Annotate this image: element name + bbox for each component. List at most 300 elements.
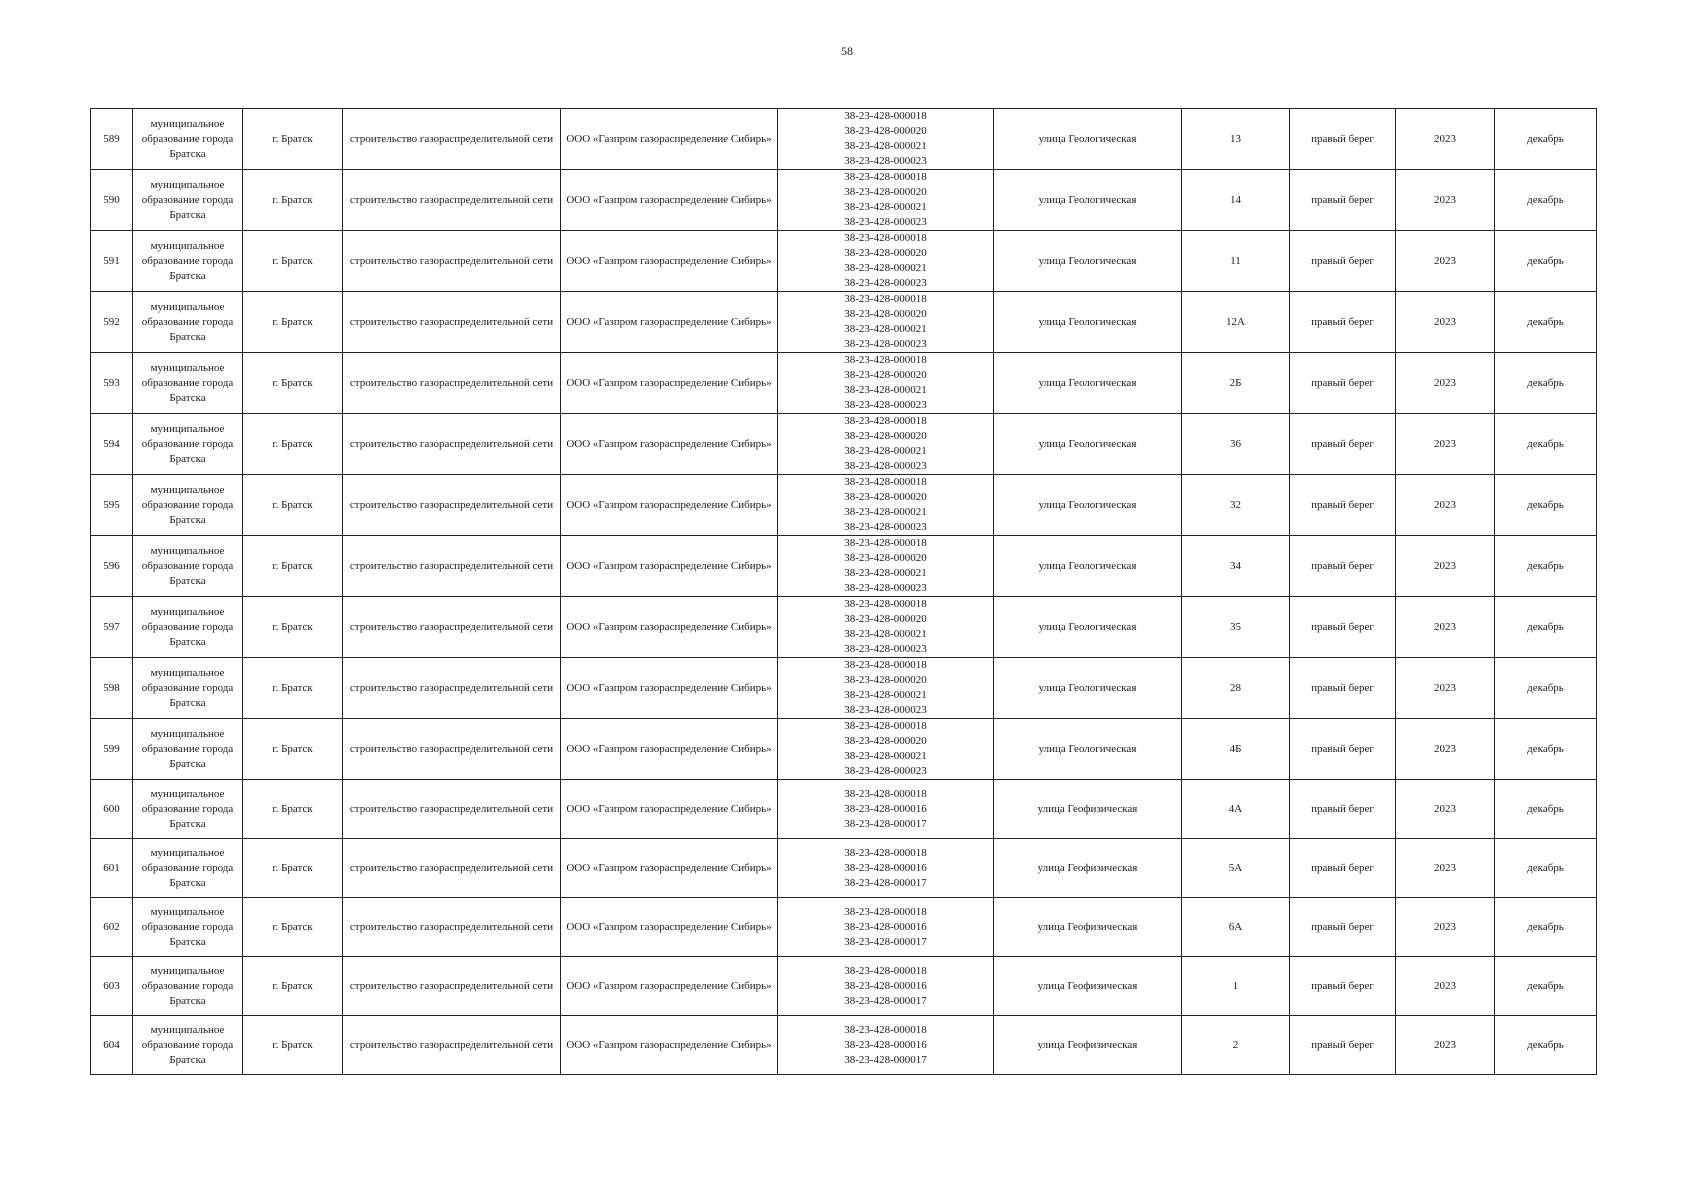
city-cell: г. Братск [243, 536, 343, 597]
cadastral-code: 38-23-428-000018 [844, 659, 927, 671]
city-cell: г. Братск [243, 475, 343, 536]
organization-cell: ООО «Газпром газораспределение Сибирь» [561, 536, 778, 597]
street-cell: улица Геологическая [994, 353, 1182, 414]
street-cell: улица Геологическая [994, 536, 1182, 597]
cadastral-codes-cell [778, 292, 994, 353]
street-cell: улица Геофизическая [994, 839, 1182, 898]
table-row [91, 414, 1597, 475]
municipality-line: муниципальное [150, 666, 225, 679]
house-number-cell: 35 [1182, 597, 1290, 658]
month-cell: декабрь [1495, 475, 1597, 536]
cadastral-code: 38-23-428-000021 [844, 506, 927, 518]
cadastral-code: 38-23-428-000023 [844, 277, 927, 289]
municipality-line: Братска [169, 330, 206, 343]
work-type-cell: строительство газораспределительной сети [343, 475, 561, 536]
organization-cell: ООО «Газпром газораспределение Сибирь» [561, 719, 778, 780]
cadastral-code: 38-23-428-000018 [844, 415, 927, 427]
row-number-cell: 598 [91, 658, 133, 719]
city-cell: г. Братск [243, 658, 343, 719]
cadastral-code: 38-23-428-000021 [844, 140, 927, 152]
table-row [91, 475, 1597, 536]
year-cell: 2023 [1396, 719, 1495, 780]
street-cell: улица Геологическая [994, 414, 1182, 475]
cadastral-code: 38-23-428-000016 [844, 920, 927, 933]
river-bank-cell: правый берег [1290, 292, 1396, 353]
municipality-cell [133, 780, 243, 839]
row-number-cell: 601 [91, 839, 133, 898]
city-cell: г. Братск [243, 597, 343, 658]
municipality-line: образование города [141, 1038, 234, 1051]
street-cell: улица Геологическая [994, 597, 1182, 658]
cadastral-code: 38-23-428-000017 [844, 994, 927, 1007]
house-number-cell: 11 [1182, 231, 1290, 292]
city-cell: г. Братск [243, 1016, 343, 1075]
municipality-line: Братска [169, 876, 206, 889]
cadastral-codes-cell [778, 839, 994, 898]
organization-cell: ООО «Газпром газораспределение Сибирь» [561, 898, 778, 957]
cadastral-code: 38-23-428-000023 [844, 155, 927, 167]
municipality-line: образование города [141, 376, 234, 389]
row-number-cell: 591 [91, 231, 133, 292]
street-cell: улица Геологическая [994, 109, 1182, 170]
cadastral-code: 38-23-428-000023 [844, 216, 927, 228]
row-number-cell: 597 [91, 597, 133, 658]
month-cell: декабрь [1495, 597, 1597, 658]
year-cell: 2023 [1396, 839, 1495, 898]
house-number-cell: 5А [1182, 839, 1290, 898]
city-cell: г. Братск [243, 898, 343, 957]
row-number-cell: 595 [91, 475, 133, 536]
cadastral-codes-cell [778, 719, 994, 780]
municipality-line: образование города [141, 802, 234, 815]
cadastral-code: 38-23-428-000021 [844, 689, 927, 701]
cadastral-code: 38-23-428-000021 [844, 323, 927, 335]
row-number-cell: 604 [91, 1016, 133, 1075]
municipality-cell [133, 898, 243, 957]
river-bank-cell: правый берег [1290, 475, 1396, 536]
work-type-cell: строительство газораспределительной сети [343, 109, 561, 170]
cadastral-code: 38-23-428-000021 [844, 201, 927, 213]
cadastral-code: 38-23-428-000023 [844, 521, 927, 533]
organization-cell: ООО «Газпром газораспределение Сибирь» [561, 780, 778, 839]
year-cell: 2023 [1396, 597, 1495, 658]
organization-cell: ООО «Газпром газораспределение Сибирь» [561, 353, 778, 414]
cadastral-codes-cell [778, 414, 994, 475]
river-bank-cell: правый берег [1290, 170, 1396, 231]
year-cell: 2023 [1396, 231, 1495, 292]
street-cell: улица Геологическая [994, 170, 1182, 231]
cadastral-code: 38-23-428-000021 [844, 445, 927, 457]
cadastral-codes-cell [778, 957, 994, 1016]
organization-cell: ООО «Газпром газораспределение Сибирь» [561, 414, 778, 475]
organization-cell: ООО «Газпром газораспределение Сибирь» [561, 597, 778, 658]
cadastral-code: 38-23-428-000017 [844, 876, 927, 889]
river-bank-cell: правый берег [1290, 719, 1396, 780]
work-type-cell: строительство газораспределительной сети [343, 353, 561, 414]
river-bank-cell: правый берег [1290, 957, 1396, 1016]
table-row [91, 719, 1597, 780]
cadastral-code: 38-23-428-000021 [844, 567, 927, 579]
cadastral-code: 38-23-428-000023 [844, 582, 927, 594]
month-cell: декабрь [1495, 957, 1597, 1016]
cadastral-code: 38-23-428-000016 [844, 802, 927, 815]
row-number-cell: 600 [91, 780, 133, 839]
cadastral-codes-cell [778, 109, 994, 170]
street-cell: улица Геофизическая [994, 780, 1182, 839]
cadastral-codes-cell [778, 231, 994, 292]
municipality-line: Братска [169, 147, 206, 160]
cadastral-code: 38-23-428-000016 [844, 979, 927, 992]
cadastral-code: 38-23-428-000018 [844, 846, 927, 859]
municipality-line: муниципальное [150, 905, 225, 918]
work-type-cell: строительство газораспределительной сети [343, 536, 561, 597]
municipality-line: образование города [141, 861, 234, 874]
river-bank-cell: правый берег [1290, 898, 1396, 957]
municipality-line: образование города [141, 559, 234, 572]
river-bank-cell: правый берег [1290, 536, 1396, 597]
river-bank-cell: правый берег [1290, 353, 1396, 414]
house-number-cell: 13 [1182, 109, 1290, 170]
river-bank-cell: правый берег [1290, 658, 1396, 719]
municipality-line: Братска [169, 513, 206, 526]
work-type-cell: строительство газораспределительной сети [343, 292, 561, 353]
cadastral-code: 38-23-428-000023 [844, 765, 927, 777]
municipality-line: образование города [141, 681, 234, 694]
cadastral-code: 38-23-428-000018 [844, 905, 927, 918]
municipality-cell [133, 292, 243, 353]
municipality-line: Братска [169, 994, 206, 1007]
municipality-line: Братска [169, 574, 206, 587]
house-number-cell: 2 [1182, 1016, 1290, 1075]
month-cell: декабрь [1495, 719, 1597, 780]
municipality-line: образование города [141, 620, 234, 633]
municipality-cell [133, 475, 243, 536]
municipality-cell [133, 353, 243, 414]
cadastral-code: 38-23-428-000016 [844, 861, 927, 874]
municipality-line: муниципальное [150, 727, 225, 740]
table-row [91, 1016, 1597, 1075]
municipality-cell [133, 170, 243, 231]
cadastral-code: 38-23-428-000023 [844, 338, 927, 350]
cadastral-code: 38-23-428-000018 [844, 964, 927, 977]
year-cell: 2023 [1396, 475, 1495, 536]
municipality-line: муниципальное [150, 239, 225, 252]
cadastral-codes-cell [778, 536, 994, 597]
municipality-cell [133, 109, 243, 170]
municipality-line: Братска [169, 269, 206, 282]
registry-body [91, 109, 1597, 1075]
organization-cell: ООО «Газпром газораспределение Сибирь» [561, 109, 778, 170]
year-cell: 2023 [1396, 536, 1495, 597]
municipality-cell [133, 719, 243, 780]
municipality-cell [133, 1016, 243, 1075]
cadastral-code: 38-23-428-000020 [844, 247, 927, 259]
city-cell: г. Братск [243, 170, 343, 231]
municipality-cell [133, 658, 243, 719]
municipality-line: муниципальное [150, 300, 225, 313]
work-type-cell: строительство газораспределительной сети [343, 231, 561, 292]
organization-cell: ООО «Газпром газораспределение Сибирь» [561, 957, 778, 1016]
cadastral-code: 38-23-428-000017 [844, 935, 927, 948]
organization-cell: ООО «Газпром газораспределение Сибирь» [561, 839, 778, 898]
year-cell: 2023 [1396, 957, 1495, 1016]
work-type-cell: строительство газораспределительной сети [343, 414, 561, 475]
street-cell: улица Геофизическая [994, 898, 1182, 957]
cadastral-code: 38-23-428-000020 [844, 369, 927, 381]
house-number-cell: 4А [1182, 780, 1290, 839]
cadastral-codes-cell [778, 475, 994, 536]
table-row [91, 839, 1597, 898]
cadastral-code: 38-23-428-000020 [844, 308, 927, 320]
registry-table [90, 108, 1597, 1075]
house-number-cell: 14 [1182, 170, 1290, 231]
work-type-cell: строительство газораспределительной сети [343, 658, 561, 719]
cadastral-codes-cell [778, 898, 994, 957]
row-number-cell: 594 [91, 414, 133, 475]
municipality-cell [133, 839, 243, 898]
cadastral-code: 38-23-428-000020 [844, 552, 927, 564]
cadastral-code: 38-23-428-000021 [844, 750, 927, 762]
organization-cell: ООО «Газпром газораспределение Сибирь» [561, 170, 778, 231]
house-number-cell: 6А [1182, 898, 1290, 957]
work-type-cell: строительство газораспределительной сети [343, 597, 561, 658]
municipality-line: муниципальное [150, 544, 225, 557]
city-cell: г. Братск [243, 353, 343, 414]
municipality-line: Братска [169, 391, 206, 404]
page-number: 58 [841, 44, 853, 58]
cadastral-codes-cell [778, 658, 994, 719]
year-cell: 2023 [1396, 109, 1495, 170]
work-type-cell: строительство газораспределительной сети [343, 780, 561, 839]
cadastral-codes-cell [778, 170, 994, 231]
city-cell: г. Братск [243, 231, 343, 292]
row-number-cell: 603 [91, 957, 133, 1016]
cadastral-code: 38-23-428-000018 [844, 598, 927, 610]
cadastral-code: 38-23-428-000017 [844, 1053, 927, 1066]
table-row [91, 109, 1597, 170]
municipality-line: образование города [141, 437, 234, 450]
month-cell: декабрь [1495, 898, 1597, 957]
work-type-cell: строительство газораспределительной сети [343, 170, 561, 231]
municipality-cell [133, 414, 243, 475]
city-cell: г. Братск [243, 292, 343, 353]
river-bank-cell: правый берег [1290, 597, 1396, 658]
city-cell: г. Братск [243, 839, 343, 898]
street-cell: улица Геологическая [994, 292, 1182, 353]
river-bank-cell: правый берег [1290, 109, 1396, 170]
table-row [91, 231, 1597, 292]
cadastral-code: 38-23-428-000017 [844, 817, 927, 830]
cadastral-code: 38-23-428-000020 [844, 186, 927, 198]
municipality-line: образование города [141, 132, 234, 145]
organization-cell: ООО «Газпром газораспределение Сибирь» [561, 475, 778, 536]
street-cell: улица Геофизическая [994, 1016, 1182, 1075]
municipality-line: муниципальное [150, 422, 225, 435]
cadastral-code: 38-23-428-000021 [844, 384, 927, 396]
cadastral-code: 38-23-428-000021 [844, 628, 927, 640]
municipality-line: муниципальное [150, 846, 225, 859]
house-number-cell: 34 [1182, 536, 1290, 597]
work-type-cell: строительство газораспределительной сети [343, 719, 561, 780]
table-row [91, 597, 1597, 658]
cadastral-code: 38-23-428-000020 [844, 491, 927, 503]
row-number-cell: 599 [91, 719, 133, 780]
street-cell: улица Геологическая [994, 719, 1182, 780]
house-number-cell: 2Б [1182, 353, 1290, 414]
municipality-line: муниципальное [150, 605, 225, 618]
organization-cell: ООО «Газпром газораспределение Сибирь» [561, 292, 778, 353]
cadastral-code: 38-23-428-000018 [844, 354, 927, 366]
work-type-cell: строительство газораспределительной сети [343, 1016, 561, 1075]
row-number-cell: 593 [91, 353, 133, 414]
house-number-cell: 36 [1182, 414, 1290, 475]
municipality-line: Братска [169, 817, 206, 830]
table-row [91, 898, 1597, 957]
municipality-line: Братска [169, 757, 206, 770]
cadastral-code: 38-23-428-000018 [844, 171, 927, 183]
municipality-line: Братска [169, 635, 206, 648]
cadastral-code: 38-23-428-000023 [844, 643, 927, 655]
city-cell: г. Братск [243, 780, 343, 839]
house-number-cell: 28 [1182, 658, 1290, 719]
month-cell: декабрь [1495, 536, 1597, 597]
month-cell: декабрь [1495, 231, 1597, 292]
cadastral-code: 38-23-428-000021 [844, 262, 927, 274]
river-bank-cell: правый берег [1290, 839, 1396, 898]
municipality-line: муниципальное [150, 178, 225, 191]
municipality-cell [133, 957, 243, 1016]
year-cell: 2023 [1396, 353, 1495, 414]
table-row [91, 658, 1597, 719]
cadastral-codes-cell [778, 353, 994, 414]
municipality-line: Братска [169, 208, 206, 221]
cadastral-code: 38-23-428-000018 [844, 537, 927, 549]
cadastral-code: 38-23-428-000018 [844, 110, 927, 122]
cadastral-code: 38-23-428-000018 [844, 293, 927, 305]
house-number-cell: 4Б [1182, 719, 1290, 780]
municipality-line: образование города [141, 315, 234, 328]
month-cell: декабрь [1495, 170, 1597, 231]
row-number-cell: 590 [91, 170, 133, 231]
work-type-cell: строительство газораспределительной сети [343, 839, 561, 898]
cadastral-code: 38-23-428-000023 [844, 399, 927, 411]
cadastral-codes-cell [778, 780, 994, 839]
cadastral-code: 38-23-428-000023 [844, 460, 927, 472]
row-number-cell: 602 [91, 898, 133, 957]
municipality-line: образование города [141, 254, 234, 267]
table-row [91, 353, 1597, 414]
municipality-line: образование города [141, 920, 234, 933]
river-bank-cell: правый берег [1290, 1016, 1396, 1075]
work-type-cell: строительство газораспределительной сети [343, 957, 561, 1016]
year-cell: 2023 [1396, 1016, 1495, 1075]
municipality-line: Братска [169, 935, 206, 948]
cadastral-code: 38-23-428-000018 [844, 476, 927, 488]
cadastral-code: 38-23-428-000020 [844, 735, 927, 747]
municipality-line: муниципальное [150, 787, 225, 800]
municipality-line: Братска [169, 1053, 206, 1066]
month-cell: декабрь [1495, 292, 1597, 353]
street-cell: улица Геологическая [994, 658, 1182, 719]
municipality-line: образование города [141, 742, 234, 755]
municipality-line: Братска [169, 452, 206, 465]
street-cell: улица Геофизическая [994, 957, 1182, 1016]
work-type-cell: строительство газораспределительной сети [343, 898, 561, 957]
year-cell: 2023 [1396, 658, 1495, 719]
street-cell: улица Геологическая [994, 231, 1182, 292]
cadastral-code: 38-23-428-000020 [844, 430, 927, 442]
city-cell: г. Братск [243, 109, 343, 170]
cadastral-code: 38-23-428-000018 [844, 787, 927, 800]
municipality-line: муниципальное [150, 1023, 225, 1036]
cadastral-codes-cell [778, 597, 994, 658]
municipality-line: Братска [169, 696, 206, 709]
year-cell: 2023 [1396, 898, 1495, 957]
organization-cell: ООО «Газпром газораспределение Сибирь» [561, 658, 778, 719]
city-cell: г. Братск [243, 957, 343, 1016]
municipality-line: муниципальное [150, 117, 225, 130]
cadastral-code: 38-23-428-000020 [844, 674, 927, 686]
city-cell: г. Братск [243, 414, 343, 475]
year-cell: 2023 [1396, 414, 1495, 475]
municipality-line: образование города [141, 498, 234, 511]
cadastral-code: 38-23-428-000020 [844, 125, 927, 137]
city-cell: г. Братск [243, 719, 343, 780]
river-bank-cell: правый берег [1290, 780, 1396, 839]
municipality-line: образование города [141, 979, 234, 992]
river-bank-cell: правый берег [1290, 414, 1396, 475]
municipality-cell [133, 231, 243, 292]
cadastral-code: 38-23-428-000016 [844, 1038, 927, 1051]
municipality-cell [133, 597, 243, 658]
house-number-cell: 1 [1182, 957, 1290, 1016]
row-number-cell: 596 [91, 536, 133, 597]
year-cell: 2023 [1396, 780, 1495, 839]
house-number-cell: 12А [1182, 292, 1290, 353]
table-row [91, 536, 1597, 597]
year-cell: 2023 [1396, 170, 1495, 231]
table-row [91, 292, 1597, 353]
cadastral-code: 38-23-428-000018 [844, 720, 927, 732]
organization-cell: ООО «Газпром газораспределение Сибирь» [561, 1016, 778, 1075]
municipality-cell [133, 536, 243, 597]
municipality-line: образование города [141, 193, 234, 206]
row-number-cell: 592 [91, 292, 133, 353]
year-cell: 2023 [1396, 292, 1495, 353]
house-number-cell: 32 [1182, 475, 1290, 536]
cadastral-codes-cell [778, 1016, 994, 1075]
table-row [91, 170, 1597, 231]
table-row [91, 957, 1597, 1016]
cadastral-code: 38-23-428-000018 [844, 1023, 927, 1036]
month-cell: декабрь [1495, 109, 1597, 170]
municipality-line: муниципальное [150, 483, 225, 496]
month-cell: декабрь [1495, 780, 1597, 839]
month-cell: декабрь [1495, 1016, 1597, 1075]
street-cell: улица Геологическая [994, 475, 1182, 536]
month-cell: декабрь [1495, 839, 1597, 898]
cadastral-code: 38-23-428-000018 [844, 232, 927, 244]
month-cell: декабрь [1495, 658, 1597, 719]
cadastral-code: 38-23-428-000020 [844, 613, 927, 625]
municipality-line: муниципальное [150, 964, 225, 977]
table-row [91, 780, 1597, 839]
municipality-line: муниципальное [150, 361, 225, 374]
organization-cell: ООО «Газпром газораспределение Сибирь» [561, 231, 778, 292]
row-number-cell: 589 [91, 109, 133, 170]
month-cell: декабрь [1495, 414, 1597, 475]
month-cell: декабрь [1495, 353, 1597, 414]
